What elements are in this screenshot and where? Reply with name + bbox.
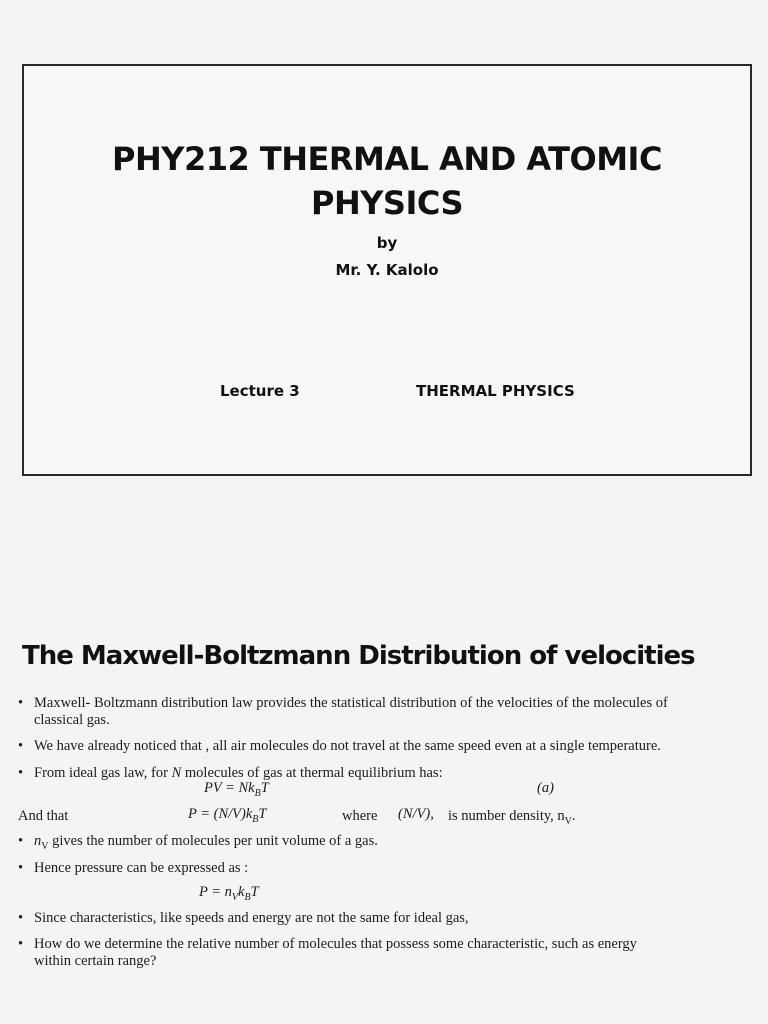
equation-label-a: (a) — [537, 780, 554, 796]
bullet-dot: • — [18, 833, 24, 849]
bullet-dot: • — [18, 860, 24, 876]
bullet-2: • We have already noticed that , all air molecules do not travel at the same speed even at a single temperature. — [18, 738, 661, 754]
bullet-3: • From ideal gas law, for N molecules of gas at thermal equilibrium has: — [18, 765, 443, 781]
bullet-5: • Hence pressure can be expressed as : — [18, 860, 249, 876]
where-text: where — [342, 808, 378, 824]
bullet-7-continued: within certain range? — [34, 953, 157, 969]
course-title-line2: PHYSICS — [311, 184, 463, 222]
equation-pressure: $P = (N/V)k_BT$ — [188, 806, 267, 825]
number-density-fraction: (N/V), — [398, 806, 434, 822]
bullet-dot: • — [18, 695, 24, 711]
title-slide — [22, 64, 752, 476]
bullet-6: • Since characteristics, like speeds and energy are not the same for ideal gas, — [18, 910, 469, 926]
bullet-dot: • — [18, 910, 24, 926]
number-density-text: is number density, $n_V$. — [448, 808, 576, 827]
bullet-1-continued: classical gas. — [34, 712, 110, 728]
bullet-7: • How do we determine the relative number of molecules that possess some characteristic, such as energy — [18, 936, 637, 952]
bullet-dot: • — [18, 936, 24, 952]
bullet-dot: • — [18, 765, 24, 781]
bullet-dot: • — [18, 738, 24, 754]
equation-pressure-nv: $P = n_Vk_BT$ — [199, 884, 259, 903]
lecture-label: Lecture 3 — [220, 382, 300, 400]
and-that-text: And that — [18, 808, 69, 824]
topic-label: THERMAL PHYSICS — [416, 382, 575, 400]
by-label: by — [376, 234, 398, 252]
bullet-4: • $n_V$ gives the number of molecules per unit volume of a gas. — [18, 833, 378, 852]
author-name: Mr. Y. Kalolo — [335, 261, 439, 279]
equation-pv: PV = $Nk_BT$ — [204, 780, 269, 799]
section-heading: The Maxwell-Boltzmann Distribution of velocities — [22, 641, 695, 671]
course-title-line1: PHY212 THERMAL AND ATOMIC — [112, 140, 662, 178]
bullet-1: • Maxwell- Boltzmann distribution law provides the statistical distribution of the velocities of the molecules of — [18, 695, 668, 711]
